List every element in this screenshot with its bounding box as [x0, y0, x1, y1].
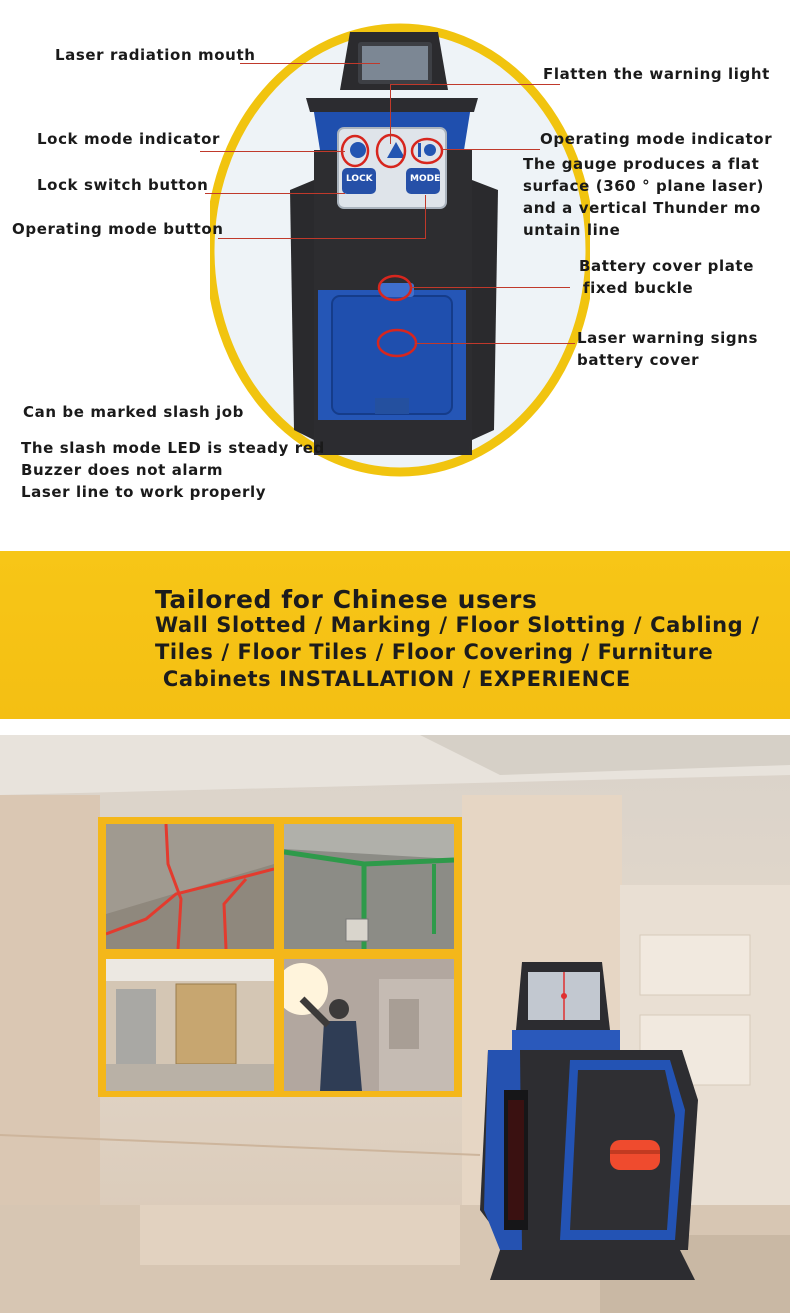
- gauge-description-line: surface (360 ° plane laser): [523, 177, 764, 195]
- label-operating-mode-indicator: Operating mode indicator: [540, 130, 773, 148]
- label-lock-switch-button: Lock switch button: [37, 176, 209, 194]
- slash-job-title: Can be marked slash job: [23, 403, 245, 421]
- photo-worker-wall: [284, 959, 454, 1091]
- label-lock-mode-indicator: Lock mode indicator: [37, 130, 221, 148]
- laser-level-product: [470, 950, 710, 1290]
- slash-job-details: [21, 437, 325, 503]
- leader-lock-indicator: [200, 151, 345, 152]
- banner-line: Tiles / Floor Tiles / Floor Covering / Furniture: [155, 640, 714, 664]
- leader-battery-buckle: [410, 287, 570, 288]
- gauge-description: [523, 153, 764, 241]
- label-laser-radiation-mouth: Laser radiation mouth: [55, 46, 256, 64]
- lock-button-label: LOCK: [346, 174, 373, 184]
- banner-title: Tailored for Chinese users: [155, 585, 538, 614]
- mode-button-label: MODE: [410, 174, 441, 184]
- banner-line: Wall Slotted / Marking / Floor Slotting / Cabling /: [155, 613, 760, 637]
- label-flatten-warning-light: Flatten the warning light: [543, 65, 770, 83]
- slash-job-line: The slash mode LED is steady red: [21, 439, 325, 457]
- gauge-description-line: and a vertical Thunder mo: [523, 199, 761, 217]
- leader-mode-indicator: [442, 149, 540, 150]
- gauge-description-line: The gauge produces a flat: [523, 155, 760, 173]
- slash-job-line: Buzzer does not alarm: [21, 461, 224, 479]
- leader-mode-button: [218, 238, 426, 239]
- leader-lock-button: [205, 193, 345, 194]
- leader-warning-light-drop: [390, 84, 391, 144]
- application-photo-collage: [98, 817, 462, 1097]
- label-laser-warning-signs: Laser warning signs: [577, 329, 759, 347]
- label-battery-cover-plate: Battery cover plate: [579, 257, 754, 275]
- leader-mode-button-drop: [425, 195, 426, 238]
- banner-line: Cabinets INSTALLATION / EXPERIENCE: [155, 667, 631, 691]
- photo-interior-installation: [106, 959, 274, 1091]
- leader-warning-signs: [415, 343, 575, 344]
- label-fixed-buckle: fixed buckle: [583, 279, 694, 297]
- leader-warning-light: [390, 84, 560, 85]
- label-battery-cover: battery cover: [577, 351, 700, 369]
- label-operating-mode-button: Operating mode button: [12, 220, 224, 238]
- leader-laser-mouth: [240, 63, 380, 64]
- feature-banner: [0, 551, 790, 719]
- photo-ceiling-conduit: [284, 824, 454, 949]
- photo-floor-cabling: [106, 824, 274, 949]
- slash-job-line: Laser line to work properly: [21, 483, 267, 501]
- gauge-description-line: untain line: [523, 221, 621, 239]
- application-scene: [0, 735, 790, 1313]
